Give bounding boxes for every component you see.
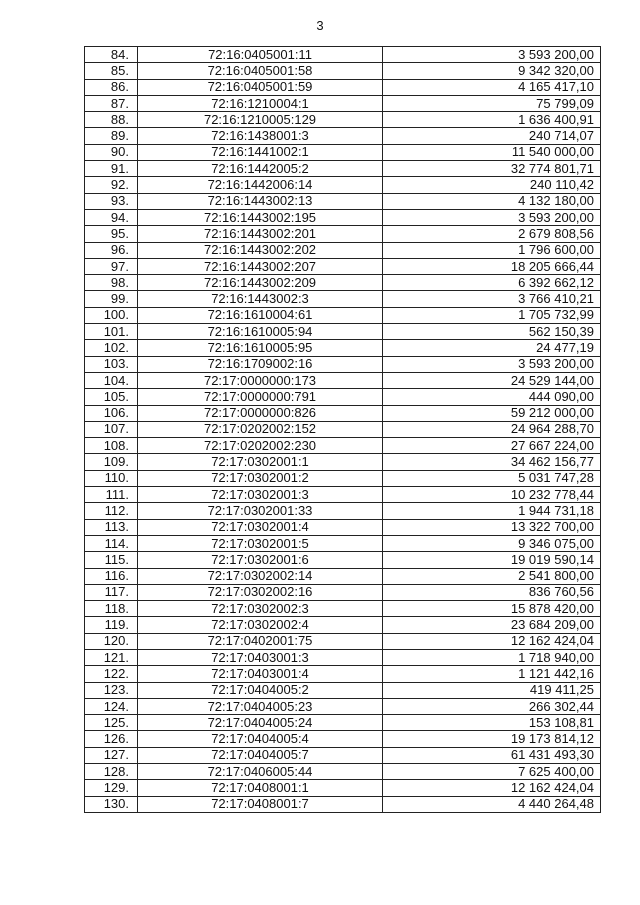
cadastral-value: 24 529 144,00 <box>383 372 601 388</box>
row-number: 113. <box>85 519 138 535</box>
row-number: 115. <box>85 552 138 568</box>
row-number: 98. <box>85 275 138 291</box>
cadastral-number: 72:17:0408001:7 <box>138 796 383 812</box>
table-row <box>85 63 601 79</box>
row-number: 116. <box>85 568 138 584</box>
cadastral-value: 562 150,39 <box>383 324 601 340</box>
cadastral-number: 72:17:0404005:7 <box>138 747 383 763</box>
cadastral-value: 9 342 320,00 <box>383 63 601 79</box>
row-number: 130. <box>85 796 138 812</box>
cadastral-value: 13 322 700,00 <box>383 519 601 535</box>
cadastral-value: 24 964 288,70 <box>383 421 601 437</box>
cadastral-value: 12 162 424,04 <box>383 780 601 796</box>
row-number: 93. <box>85 193 138 209</box>
cadastral-number: 72:17:0202002:152 <box>138 421 383 437</box>
cadastral-number: 72:17:0302002:3 <box>138 601 383 617</box>
table-row <box>85 177 601 193</box>
row-number: 89. <box>85 128 138 144</box>
cadastral-number: 72:16:0405001:59 <box>138 79 383 95</box>
cadastral-value: 1 705 732,99 <box>383 307 601 323</box>
cadastral-value: 240 110,42 <box>383 177 601 193</box>
table-row <box>85 601 601 617</box>
cadastral-number: 72:17:0302002:4 <box>138 617 383 633</box>
table-row <box>85 764 601 780</box>
table-row <box>85 405 601 421</box>
table-row <box>85 633 601 649</box>
cadastral-number: 72:17:0302001:33 <box>138 503 383 519</box>
table-row <box>85 649 601 665</box>
table-row <box>85 552 601 568</box>
cadastral-number: 72:16:1610004:61 <box>138 307 383 323</box>
cadastral-number: 72:17:0302002:14 <box>138 568 383 584</box>
row-number: 95. <box>85 226 138 242</box>
cadastral-number: 72:17:0302001:5 <box>138 535 383 551</box>
table-row <box>85 307 601 323</box>
cadastral-value: 27 667 224,00 <box>383 438 601 454</box>
cadastral-number: 72:17:0404005:2 <box>138 682 383 698</box>
table-row <box>85 698 601 714</box>
table-row <box>85 780 601 796</box>
table-row <box>85 356 601 372</box>
table-row <box>85 796 601 812</box>
cadastral-number: 72:16:1443002:201 <box>138 226 383 242</box>
cadastral-value: 10 232 778,44 <box>383 487 601 503</box>
cadastral-number: 72:16:1443002:3 <box>138 291 383 307</box>
row-number: 105. <box>85 389 138 405</box>
table-row <box>85 258 601 274</box>
cadastral-number: 72:16:1443002:207 <box>138 258 383 274</box>
table-row <box>85 682 601 698</box>
cadastral-value: 9 346 075,00 <box>383 535 601 551</box>
table-row <box>85 340 601 356</box>
table-row <box>85 226 601 242</box>
cadastral-number: 72:17:0302001:3 <box>138 487 383 503</box>
row-number: 101. <box>85 324 138 340</box>
row-number: 127. <box>85 747 138 763</box>
cadastral-value: 240 714,07 <box>383 128 601 144</box>
table-row <box>85 324 601 340</box>
row-number: 108. <box>85 438 138 454</box>
row-number: 125. <box>85 715 138 731</box>
cadastral-number: 72:17:0404005:4 <box>138 731 383 747</box>
table-row <box>85 715 601 731</box>
row-number: 107. <box>85 421 138 437</box>
cadastral-number: 72:16:1210004:1 <box>138 95 383 111</box>
cadastral-value: 15 878 420,00 <box>383 601 601 617</box>
row-number: 109. <box>85 454 138 470</box>
cadastral-number: 72:16:1443002:13 <box>138 193 383 209</box>
table-body <box>85 47 601 813</box>
cadastral-number: 72:17:0404005:23 <box>138 698 383 714</box>
table-row <box>85 503 601 519</box>
table-row <box>85 454 601 470</box>
row-number: 84. <box>85 47 138 63</box>
row-number: 91. <box>85 161 138 177</box>
cadastral-number: 72:17:0202002:230 <box>138 438 383 454</box>
cadastral-value: 1 944 731,18 <box>383 503 601 519</box>
row-number: 92. <box>85 177 138 193</box>
row-number: 90. <box>85 144 138 160</box>
table-row <box>85 535 601 551</box>
cadastral-value: 419 411,25 <box>383 682 601 698</box>
cadastral-number: 72:17:0000000:791 <box>138 389 383 405</box>
cadastral-value: 19 019 590,14 <box>383 552 601 568</box>
cadastral-number: 72:17:0000000:826 <box>138 405 383 421</box>
row-number: 111. <box>85 487 138 503</box>
cadastral-value: 32 774 801,71 <box>383 161 601 177</box>
cadastral-value: 1 636 400,91 <box>383 112 601 128</box>
row-number: 85. <box>85 63 138 79</box>
cadastral-number: 72:17:0403001:3 <box>138 649 383 665</box>
row-number: 126. <box>85 731 138 747</box>
row-number: 104. <box>85 372 138 388</box>
row-number: 94. <box>85 209 138 225</box>
row-number: 103. <box>85 356 138 372</box>
row-number: 119. <box>85 617 138 633</box>
cadastral-number: 72:17:0408001:1 <box>138 780 383 796</box>
cadastral-number: 72:17:0302001:6 <box>138 552 383 568</box>
row-number: 117. <box>85 584 138 600</box>
table-row <box>85 291 601 307</box>
row-number: 97. <box>85 258 138 274</box>
cadastral-value: 18 205 666,44 <box>383 258 601 274</box>
cadastral-number: 72:16:1610005:95 <box>138 340 383 356</box>
table-row <box>85 275 601 291</box>
cadastral-value: 59 212 000,00 <box>383 405 601 421</box>
table-row <box>85 209 601 225</box>
cadastral-value: 12 162 424,04 <box>383 633 601 649</box>
row-number: 129. <box>85 780 138 796</box>
cadastral-value: 6 392 662,12 <box>383 275 601 291</box>
cadastral-value: 1 796 600,00 <box>383 242 601 258</box>
cadastral-value: 11 540 000,00 <box>383 144 601 160</box>
row-number: 87. <box>85 95 138 111</box>
cadastral-value: 61 431 493,30 <box>383 747 601 763</box>
cadastral-value: 5 031 747,28 <box>383 470 601 486</box>
cadastral-value: 3 593 200,00 <box>383 209 601 225</box>
row-number: 99. <box>85 291 138 307</box>
row-number: 96. <box>85 242 138 258</box>
table-row <box>85 470 601 486</box>
cadastral-number: 72:16:1610005:94 <box>138 324 383 340</box>
cadastral-value: 4 165 417,10 <box>383 79 601 95</box>
table-row <box>85 421 601 437</box>
table-row <box>85 112 601 128</box>
cadastral-value: 2 679 808,56 <box>383 226 601 242</box>
table-row <box>85 193 601 209</box>
row-number: 102. <box>85 340 138 356</box>
cadastral-value: 266 302,44 <box>383 698 601 714</box>
cadastral-value: 3 593 200,00 <box>383 356 601 372</box>
cadastral-number: 72:16:0405001:58 <box>138 63 383 79</box>
cadastral-number: 72:17:0302001:2 <box>138 470 383 486</box>
table-row <box>85 372 601 388</box>
cadastral-value: 4 440 264,48 <box>383 796 601 812</box>
table-row <box>85 389 601 405</box>
table-row <box>85 666 601 682</box>
cadastral-number: 72:16:1438001:3 <box>138 128 383 144</box>
row-number: 100. <box>85 307 138 323</box>
cadastral-number: 72:17:0302002:16 <box>138 584 383 600</box>
table-row <box>85 487 601 503</box>
cadastral-value: 1 718 940,00 <box>383 649 601 665</box>
row-number: 86. <box>85 79 138 95</box>
cadastral-number: 72:16:1441002:1 <box>138 144 383 160</box>
cadastral-number: 72:16:1210005:129 <box>138 112 383 128</box>
table-row <box>85 438 601 454</box>
cadastral-value: 3 766 410,21 <box>383 291 601 307</box>
cadastral-value: 1 121 442,16 <box>383 666 601 682</box>
cadastral-number: 72:16:1443002:195 <box>138 209 383 225</box>
cadastral-value: 3 593 200,00 <box>383 47 601 63</box>
cadastral-number: 72:17:0302001:1 <box>138 454 383 470</box>
table-row <box>85 731 601 747</box>
cadastral-number: 72:17:0406005:44 <box>138 764 383 780</box>
table-row <box>85 519 601 535</box>
cadastral-number: 72:17:0000000:173 <box>138 372 383 388</box>
cadastral-number: 72:16:1442005:2 <box>138 161 383 177</box>
cadastral-value: 23 684 209,00 <box>383 617 601 633</box>
row-number: 106. <box>85 405 138 421</box>
row-number: 128. <box>85 764 138 780</box>
row-number: 120. <box>85 633 138 649</box>
row-number: 112. <box>85 503 138 519</box>
cadastral-number: 72:16:1442006:14 <box>138 177 383 193</box>
cadastral-number: 72:16:1709002:16 <box>138 356 383 372</box>
cadastral-value: 7 625 400,00 <box>383 764 601 780</box>
table-row <box>85 95 601 111</box>
cadastral-number: 72:16:1443002:202 <box>138 242 383 258</box>
row-number: 123. <box>85 682 138 698</box>
cadastral-value: 34 462 156,77 <box>383 454 601 470</box>
table-row <box>85 584 601 600</box>
cadastral-value: 19 173 814,12 <box>383 731 601 747</box>
cadastral-value: 153 108,81 <box>383 715 601 731</box>
row-number: 121. <box>85 649 138 665</box>
table-row <box>85 617 601 633</box>
row-number: 88. <box>85 112 138 128</box>
cadastral-value: 24 477,19 <box>383 340 601 356</box>
row-number: 124. <box>85 698 138 714</box>
cadastral-value: 4 132 180,00 <box>383 193 601 209</box>
table-row <box>85 128 601 144</box>
row-number: 110. <box>85 470 138 486</box>
cadastral-number: 72:17:0302001:4 <box>138 519 383 535</box>
table-row <box>85 161 601 177</box>
cadastral-number: 72:17:0404005:24 <box>138 715 383 731</box>
cadastral-number: 72:16:0405001:11 <box>138 47 383 63</box>
row-number: 114. <box>85 535 138 551</box>
table-row <box>85 242 601 258</box>
cadastral-value: 836 760,56 <box>383 584 601 600</box>
table-row <box>85 144 601 160</box>
cadastral-value: 75 799,09 <box>383 95 601 111</box>
table-row <box>85 47 601 63</box>
table-row <box>85 79 601 95</box>
row-number: 122. <box>85 666 138 682</box>
cadastral-number: 72:17:0403001:4 <box>138 666 383 682</box>
cadastral-value: 2 541 800,00 <box>383 568 601 584</box>
cadastral-number: 72:16:1443002:209 <box>138 275 383 291</box>
row-number: 118. <box>85 601 138 617</box>
table-row <box>85 568 601 584</box>
page-number: 3 <box>316 18 324 33</box>
table-row <box>85 747 601 763</box>
cadastral-value-table <box>84 46 601 813</box>
cadastral-value: 444 090,00 <box>383 389 601 405</box>
cadastral-number: 72:17:0402001:75 <box>138 633 383 649</box>
